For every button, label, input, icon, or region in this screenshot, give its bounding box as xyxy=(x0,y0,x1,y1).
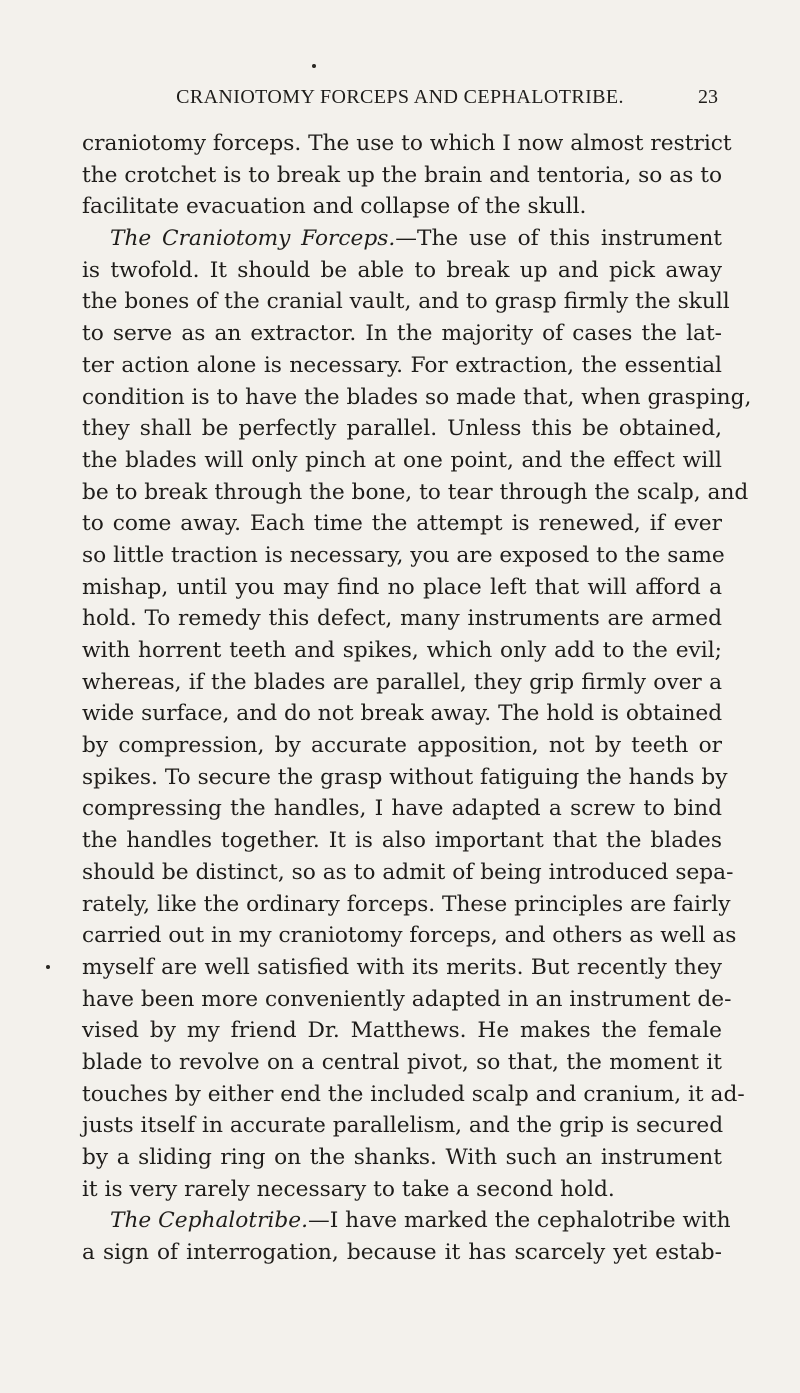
text-line: blade to revolve on a central pivot, so that, the moment it xyxy=(82,1049,722,1075)
text-line: justs itself in accurate parallelism, and the grip is secured xyxy=(82,1113,724,1139)
text-line: the crotchet is to break up the brain and tentoria, so as to xyxy=(82,162,722,188)
text-line: to serve as an extractor. In the majority of cases the lat- xyxy=(82,321,722,347)
text-line: rately, like the ordinary forceps. These principles are fairly xyxy=(82,891,731,917)
text-line: they shall be perfectly parallel. Unless this be obtained, xyxy=(82,416,722,442)
text-line: facilitate evacuation and collapse of the skull. xyxy=(82,194,587,220)
text-line: so little traction is necessary, you are exposed to the same xyxy=(82,542,725,568)
text-line: condition is to have the blades so made that, when grasping, xyxy=(82,384,752,410)
text-line: compressing the handles, I have adapted a screw to bind xyxy=(82,796,722,822)
text-line: by a sliding ring on the shanks. With such an instrument xyxy=(82,1145,722,1170)
margin-mark xyxy=(46,965,50,969)
text-line: to come away. Each time the attempt is renewed, if ever xyxy=(82,511,722,537)
text-line: wide surface, and do not break away. The hold is obtained xyxy=(82,701,723,727)
section-heading-line: The Cephalotribe.—I have marked the cephalotribe with xyxy=(110,1208,731,1234)
text-line: myself are well satisfied with its merits. But recently they xyxy=(82,954,722,980)
text-line: hold. To remedy this defect, many instruments are armed xyxy=(82,606,722,632)
page-number: 23 xyxy=(698,86,718,108)
text-line: ter action alone is necessary. For extraction, the essential xyxy=(82,352,722,378)
text-line: with horrent teeth and spikes, which only add to the evil; xyxy=(82,638,722,663)
text-line: the handles together. It is also important that the blades xyxy=(82,828,722,854)
text-line: have been more conveniently adapted in an instrument de- xyxy=(82,986,732,1012)
text-line: is twofold. It should be able to break up and pick away xyxy=(82,257,722,283)
text-line: vised by my friend Dr. Matthews. He makes the female xyxy=(82,1018,722,1044)
running-title: CRANIOTOMY FORCEPS AND CEPHALOTRIBE. xyxy=(176,86,624,108)
text-line: a sign of interrogation, because it has scarcely yet estab- xyxy=(82,1240,722,1266)
text-line: carried out in my craniotomy forceps, and others as well as xyxy=(82,923,737,949)
text-line: touches by either end the included scalp and cranium, it ad- xyxy=(82,1081,745,1107)
section-heading-craniotomy-forceps: The Craniotomy Forceps. xyxy=(110,226,396,252)
text-line: the blades will only pinch at one point, and the effect will xyxy=(82,447,722,473)
text-line: mishap, until you may find no place left that will afford a xyxy=(82,574,722,600)
text-line: craniotomy forceps. The use to which I now almost restrict xyxy=(82,131,732,156)
text-line: be to break through the bone, to tear through the scalp, and xyxy=(82,479,749,505)
body-text xyxy=(82,128,752,1269)
text-line: by compression, by accurate apposition, not by teeth or xyxy=(82,733,722,759)
section-heading-line: The Craniotomy Forceps.—The use of this instrument xyxy=(110,226,722,252)
text-line: it is very rarely necessary to take a second hold. xyxy=(82,1176,615,1202)
section-heading-cephalotribe: The Cephalotribe. xyxy=(110,1208,308,1234)
margin-mark xyxy=(312,64,316,68)
text-line: the bones of the cranial vault, and to grasp firmly the skull xyxy=(82,289,730,315)
running-head xyxy=(82,86,718,114)
text-line: should be distinct, so as to admit of being introduced sepa- xyxy=(82,859,734,885)
text-line: spikes. To secure the grasp without fatiguing the hands by xyxy=(82,764,728,790)
text-line: whereas, if the blades are parallel, they grip firmly over a xyxy=(82,669,722,695)
